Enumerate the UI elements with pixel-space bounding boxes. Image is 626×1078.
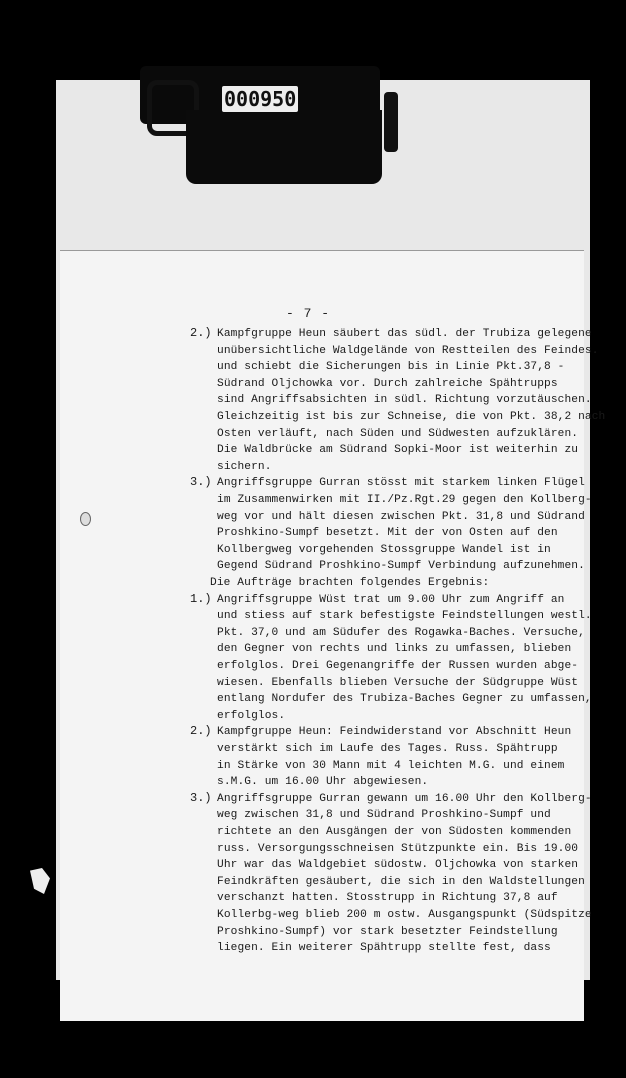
text-line: wiesen. Ebenfalls blieben Versuche der Südgruppe Wüst — [217, 676, 579, 689]
text-line: und stiess auf stark befestigste Feindstellungen westl. — [217, 610, 592, 623]
text-line: Kampfgruppe Heun: Feindwiderstand vor Abschnitt Heun — [217, 726, 572, 739]
text-line: Pkt. 37,0 und am Südufer des Rogawka-Baches. Versuche, — [217, 626, 585, 639]
paragraph-number: 1.) — [190, 591, 212, 606]
text-line: erfolglos. Drei Gegenangriffe der Russen wurden abge- — [217, 660, 579, 672]
binder-clip-arm — [384, 92, 398, 152]
page-number: - 7 - — [286, 306, 331, 321]
text-line: Angriffsgruppe Gurran stösst mit starkem linken Flügel — [217, 477, 585, 490]
punch-hole — [80, 512, 91, 526]
text-line: entlang Nordufer des Trubiza-Baches Gegner zu umfassen, — [217, 693, 592, 706]
text-line: unübersichtliche Waldgelände von Restteilen des Feindes. — [217, 344, 599, 357]
text-line: richtete an den Ausgängen der von Südosten kommenden — [217, 826, 572, 838]
text-line: Proshkino-Sumpf) vor stark besetzter Feindstellung — [217, 925, 558, 938]
text-line: Kollbergweg vorgehenden Stossgruppe Wandel ist in — [217, 543, 551, 556]
text-line: in Stärke von 30 Mann mit 4 leichten M.G. und einem — [217, 759, 565, 772]
text-line: weg vor und hält diesen zwischen Pkt. 31,8 und Südrand — [217, 510, 585, 523]
text-line: Feindkräften gesäubert, die sich in den Waldstellungen — [217, 875, 585, 888]
text-line: sichern. — [217, 460, 272, 473]
text-line: und schiebt die Sicherungen bis in Linie Pkt.37,8 - — [217, 361, 565, 374]
text-line: Osten verläuft, nach Süden und Südwesten aufzuklären. — [217, 427, 579, 440]
text-line: russ. Versorgungsschneisen Stützpunkte ein. Bis 19.00 — [217, 842, 579, 855]
text-line: den Gegner von rechts und links zu umfassen, blieben — [217, 643, 572, 656]
binder-clip-body — [186, 110, 382, 184]
text-line: verschanzt hatten. Stosstrupp in Richtung 37,8 auf — [217, 892, 558, 905]
text-line: Angriffsgruppe Gurran gewann um 16.00 Uhr den Kollberg- — [217, 792, 592, 805]
paragraph-number: 2.) — [190, 724, 212, 739]
text-line: Gleichzeitig ist bis zur Schneise, die von Pkt. 38,2 nach — [217, 411, 606, 423]
paragraph-number: 3.) — [190, 790, 212, 805]
text-line: Angriffsgruppe Wüst trat um 9.00 Uhr zum Angriff an — [217, 593, 565, 606]
paragraph-number: 3.) — [190, 475, 212, 490]
edge-mark — [30, 868, 50, 894]
text-line: Proshkino-Sumpf besetzt. Mit der von Osten auf den — [217, 527, 558, 540]
text-line: liegen. Ein weiterer Spähtrupp stellte fest, dass — [217, 942, 551, 955]
text-line: Südrand Oljchowka vor. Durch zahlreiche Spähtrupps — [217, 377, 558, 390]
text-line: im Zusammenwirken mit II./Pz.Rgt.29 gegen den Kollberg- — [217, 494, 592, 506]
text-line: Die Waldbrücke am Südrand Sopki-Moor ist weiterhin zu — [217, 444, 579, 457]
text-line: weg zwischen 31,8 und Südrand Proshkino-Sumpf und — [217, 809, 551, 822]
frame-counter-digits: 000950 — [224, 87, 297, 111]
text-line: sind Angriffsabsichten in südl. Richtung vorzutäuschen. — [217, 394, 592, 407]
text-line: verstärkt sich im Laufe des Tages. Russ. Spähtrupp — [217, 743, 558, 755]
text-line: Uhr war das Waldgebiet südostw. Oljchowka von starken — [217, 859, 579, 872]
frame-counter — [222, 86, 298, 112]
paragraph-number: 2.) — [190, 326, 212, 340]
text-line: Kollerbg-weg blieb 200 m ostw. Ausgangspunkt (Südspitze — [217, 909, 592, 921]
text-line: s.M.G. um 16.00 Uhr abgewiesen. — [217, 776, 429, 789]
text-line: Gegend Südrand Proshkino-Sumpf Verbindung aufzunehmen. — [217, 560, 585, 573]
text-line: Kampfgruppe Heun säubert das südl. der Trubiza gelegene — [217, 328, 592, 340]
results-intro: Die Aufträge brachten folgendes Ergebnis: — [210, 577, 490, 589]
text-line: erfolglos. — [217, 709, 286, 722]
